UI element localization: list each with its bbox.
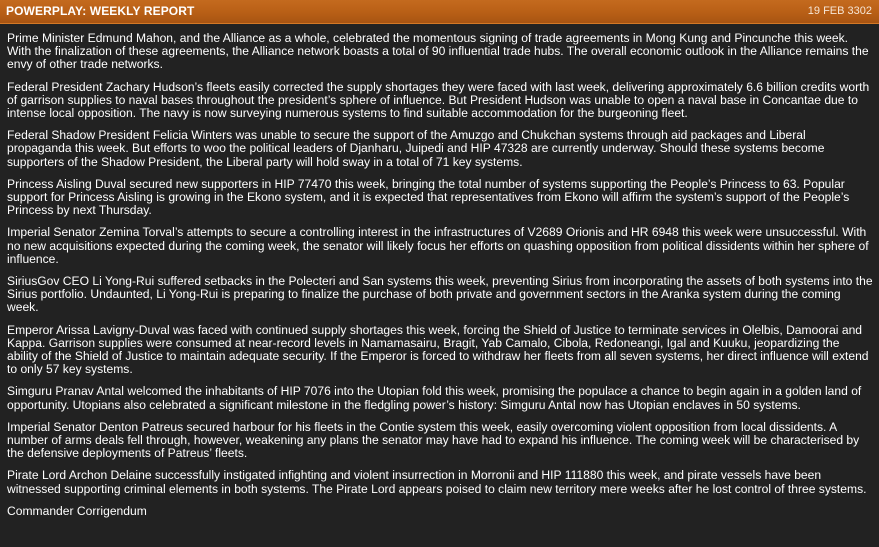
report-header-bar [0, 0, 879, 24]
report-date: 19 FEB 3302 [807, 5, 872, 17]
report-paragraph-antal: Simguru Pranav Antal welcomed the inhabitants of HIP 7076 into the Utopian fold this week, promising the populace a chance to begin again in a golden land of opportunity. Utopians also celebrated a significant milestone in the fledgling power’s history: Simguru Antal now has Utopian enclaves in 50 systems. [7, 384, 862, 412]
report-paragraph-aisling: Princess Aisling Duval secured new supporters in HIP 77470 this week, bringing the total number of systems supporting the People’s Princess to 63. Popular support for Princess Aisling is growing in the Ekono system, and it is expected that representatives from Ekono will affirm the system’s support of the People’s Princess by next Thursday. [7, 176, 850, 218]
report-paragraph-lavigny-duval: Emperor Arissa Lavigny-Duval was faced with continued supply shortages this week, forcing the Shield of Justice to terminate services in Olelbis, Damoorai and Kappa. Garrison supplies were consumed at near-record levels in Namamasairu, Bragit, Yab Camalo, Cibola, Redoneangi, Igal and Kuuku, jeopardizing the ability of the Shield of Justice to maintain adequate security. If the Emperor is forced to withdraw her fleets from all seven systems, her direct influence will extend to only 57 key systems. [7, 322, 869, 377]
report-paragraph-alliance: Prime Minister Edmund Mahon, and the Alliance as a whole, celebrated the momentous signing of trade agreements in Mong Kung and Pincunche this week. With the finalization of these agreements, the Alliance network boasts a total of 90 influential trade hubs. The overall economic outlook in the Alliance remains the envy of other trade networks. [7, 31, 869, 72]
report-paragraph-li-yong-rui: SiriusGov CEO Li Yong-Rui suffered setbacks in the Polecteri and San systems this week, preventing Sirius from incorporating the assets of both systems into the Sirius portfolio. Undaunted, Li Yong-Rui is preparing to finalize the purchase of both private and government sectors in the Aranka system during the coming week. [7, 274, 873, 315]
report-paragraph-torval: Imperial Senator Zemina Torval’s attempts to secure a controlling interest in the infrastructures of V2689 Orionis and HR 6948 this week were unsuccessful. With no new acquisitions expected during the coming week, the senator will likely focus her efforts on quashing opposition from political dissidents within her sphere of influence. [7, 225, 869, 266]
report-body [7, 32, 873, 518]
report-signoff: Commander Corrigendum [7, 503, 147, 518]
report-paragraph-hudson: Federal President Zachary Hudson’s fleets easily corrected the supply shortages they were faced with last week, delivering approximately 6.6 billion credits worth of garrison supplies to naval bases throughout the president’s sphere of influence. But President Hudson was unable to open a naval base in Concantae due to intense local opposition. The navy is now surveying numerous systems to find suitable accommodation for the burgeoning fleet. [7, 79, 870, 121]
report-title: POWERPLAY: WEEKLY REPORT [6, 4, 195, 18]
report-paragraph-delaine: Pirate Lord Archon Delaine successfully instigated infighting and violent insurrection in Morronii and HIP 111880 this week, and pirate vessels have been witnessed supporting criminal elements in both systems. The Pirate Lord appears poised to claim new territory mere weeks after he lost control of three systems. [7, 468, 867, 496]
report-paragraph-patreus: Imperial Senator Denton Patreus secured harbour for his fleets in the Contie system this week, easily overcoming violent opposition from local dissidents. A number of arms deals fell through, however, weakening any plans the senator may have had to expand his influence. The coming week will be characterised by the defensive deployments of Patreus’ fleets. [7, 419, 860, 461]
report-paragraph-winters: Federal Shadow President Felicia Winters was unable to secure the support of the Amuzgo and Chukchan systems through aid packages and Liberal propaganda this week. But efforts to woo the political leaders of Djanharu, Juipedi and HIP 47328 are currently underway. Should these systems become supporters of the Shadow President, the Liberal party will hold sway in a total of 71 key systems. [7, 128, 825, 169]
